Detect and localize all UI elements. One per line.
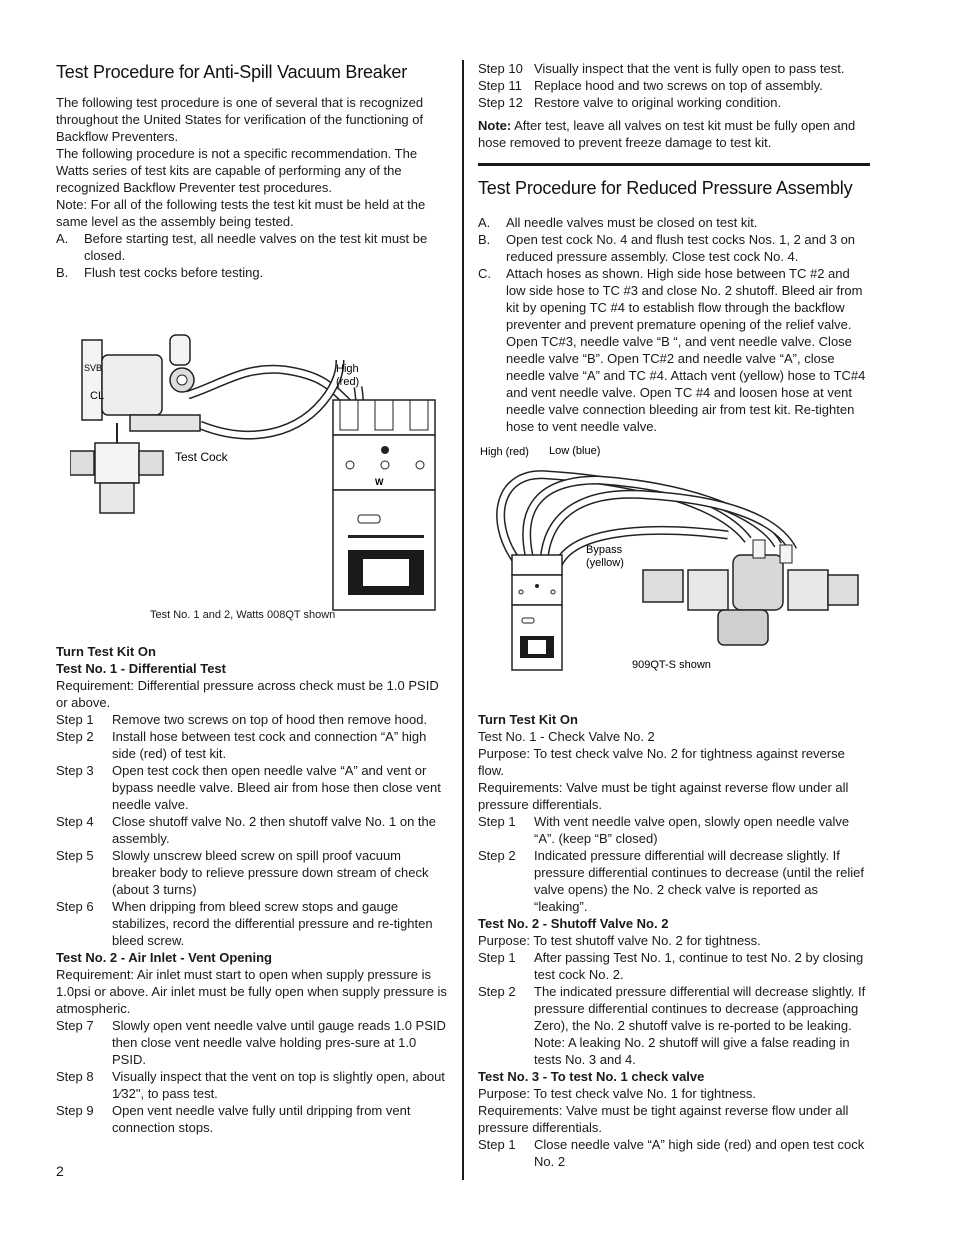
red-label: (red) xyxy=(336,376,360,388)
right-tests xyxy=(478,711,872,1170)
step-item: Step 10 Visually inspect that the vent is fully open to pass test. xyxy=(478,61,845,76)
intro-paragraph-1: The following test procedure is one of several that is recognized throughout the United States for verification of the functioning of Backflow Preventers. xyxy=(56,95,424,144)
step-item: Step 3 Open test cock then open needle valve “A” and vent or bypass needle valve. Bleed air from hose then close vent needle valve. xyxy=(56,763,441,812)
step-item: Step 6 When dripping from bleed screw stops and gauge stabilizes, record the differential pressure and re-tighten bleed screw. xyxy=(56,899,433,948)
anti-spill-test-diagram xyxy=(70,325,450,625)
left-tests xyxy=(56,643,448,1136)
list-item-c: C. Attach hoses as shown. High side hose between TC #2 and low side hose to TC #3 and close No. 2 shutoff. Bleed air from kit by opening TC #4 to establish flow through the backflow preventer and prevent premature opening of the relief valve. Open TC#3, needle valve “B “, and vent needle valve. Close needle valve “B”. Open TC#2 and needle valve “A”, close needle valve “A” and TC #4. Attach vent (yellow) hose to TC#4 and vent needle valve. Open TC #4 and loosen hose at vent needle valve connection bleeding air from test kit. Re-tighten hose to vent needle valve. xyxy=(478,266,866,434)
list-item-a: A. Before starting test, all needle valves on the test kit must be closed. xyxy=(56,231,428,263)
test-1-heading: Test No. 1 - Differential Test xyxy=(56,661,226,676)
step-item: Step 2 Install hose between test cock and connection “A” high side (red) of test kit. xyxy=(56,729,427,761)
right-figure-caption: 909QT-S shown xyxy=(632,659,711,671)
step-item: Step 12 Restore valve to original working condition. xyxy=(478,95,782,110)
page-number: 2 xyxy=(56,1163,64,1179)
reduced-pressure-test-diagram xyxy=(478,440,870,680)
high-red-label: High (red) xyxy=(480,446,529,458)
list-item-a: A. All needle valves must be closed on test kit. xyxy=(478,215,758,230)
right-section-title: Test Procedure for Reduced Pressure Assembly xyxy=(478,178,853,198)
test-3-heading: Test No. 3 - To test No. 1 check valve xyxy=(478,1069,705,1084)
step-item: Step 5 Slowly unscrew bleed screw on spill proof vacuum breaker body to relieve pressure down stream of check (about 3 turns) xyxy=(56,848,429,897)
test-2-heading: Test No. 2 - Shutoff Valve No. 2 xyxy=(478,916,669,931)
bypass-label: Bypass xyxy=(586,544,623,556)
test-1-purpose: Purpose: To test check valve No. 2 for tightness against reverse flow. xyxy=(478,746,845,778)
intro-paragraph-2: The following procedure is not a specific recommendation. The Watts series of test kits are capable of performing any of the recognized Backflow Preventer test procedures. xyxy=(56,146,418,195)
step-item: Step 4 Close shutoff valve No. 2 then shutoff valve No. 1 on the assembly. xyxy=(56,814,436,846)
list-item-b: B. Open test cock No. 4 and flush test cocks Nos. 1, 2 and 3 on reduced pressure assembly. Close test cock No. 4. xyxy=(478,232,856,264)
step-item: Step 1 Close needle valve “A” high side (red) and open test cock No. 2 xyxy=(478,1137,865,1169)
step-item: Step 2 The indicated pressure differential will decrease slightly. If pressure differential continues to decrease (approaching Zero), the No. 2 shutoff valve is re-ported to be leaking. Note: A leaking No. 2 shutoff will give a false reading in tests No. 3 and 4. xyxy=(478,984,866,1067)
test-1-requirements: Requirements: Valve must be tight against reverse flow under all pressure differentials. xyxy=(478,780,849,812)
right-list xyxy=(478,214,870,435)
section-rule xyxy=(478,163,870,166)
high-label: High xyxy=(336,363,359,375)
note-paragraph: Note: After test, leave all valves on test kit must be fully open and hose removed to prevent freeze damage to test kit. xyxy=(478,118,856,150)
intro-note: Note: For all of the following tests the test kit must be held at the same level as the assembly being tested. xyxy=(56,197,426,229)
svb-label: SVB xyxy=(84,363,103,373)
step-item: Step 8 Visually inspect that the vent on top is slightly open, about 1⁄32", to pass test. xyxy=(56,1069,445,1101)
test-3-requirements: Requirements: Valve must be tight against reverse flow under all pressure differentials. xyxy=(478,1103,849,1135)
list-item-b: B. Flush test cocks before testing. xyxy=(56,265,264,280)
step-item: Step 1 With vent needle valve open, slowly open needle valve “A”. (keep “B” closed) xyxy=(478,814,850,846)
low-blue-label: Low (blue) xyxy=(549,445,601,457)
left-section-title: Test Procedure for Anti-Spill Vacuum Breaker xyxy=(56,62,408,82)
test-3-purpose: Purpose: To test check valve No. 1 for tightness. xyxy=(478,1086,756,1101)
step-item: Step 2 Indicated pressure differential will decrease slightly. If pressure differential continues to decrease (until the relief valve opens) the No. 2 check valve is reported as “leaking”. xyxy=(478,848,865,914)
step-item: Step 1 Remove two screws on top of hood then remove hood. xyxy=(56,712,428,727)
test-1-title: Test No. 1 - Check Valve No. 2 xyxy=(478,729,655,744)
test-2-heading: Test No. 2 - Air Inlet - Vent Opening xyxy=(56,950,272,965)
step-item: Step 1 After passing Test No. 1, continue to test No. 2 by closing test cock No. 2. xyxy=(478,950,864,982)
left-figure-caption: Test No. 1 and 2, Watts 008QT shown xyxy=(150,609,336,621)
left-intro xyxy=(56,94,448,281)
test-cock-label: Test Cock xyxy=(175,450,228,464)
turn-test-kit-on: Turn Test Kit On xyxy=(478,712,578,727)
step-item: Step 9 Open vent needle valve fully until dripping from vent connection stops. xyxy=(56,1103,411,1135)
step-item: Step 7 Slowly open vent needle valve until gauge reads 1.0 PSID then close vent needle valve holding pres-sure at 1.0 PSID. xyxy=(56,1018,446,1067)
test-2-purpose: Purpose: To test shutoff valve No. 2 for tightness. xyxy=(478,933,761,948)
test-2-requirement: Requirement: Air inlet must start to open when supply pressure is 1.0psi or above. Air inlet must be fully open when supply pressure is atmospheric. xyxy=(56,967,447,1016)
right-continued-steps xyxy=(478,60,870,151)
step-item: Step 11 Replace hood and two screws on top of assembly. xyxy=(478,78,823,93)
column-divider xyxy=(462,60,464,1180)
yellow-label: (yellow) xyxy=(586,557,624,569)
test-1-requirement: Requirement: Differential pressure across check must be 1.0 PSID or above. xyxy=(56,678,439,710)
turn-test-kit-on: Turn Test Kit On xyxy=(56,644,156,659)
svg-text:W: W xyxy=(375,477,384,487)
cl-label: CL xyxy=(90,390,105,402)
